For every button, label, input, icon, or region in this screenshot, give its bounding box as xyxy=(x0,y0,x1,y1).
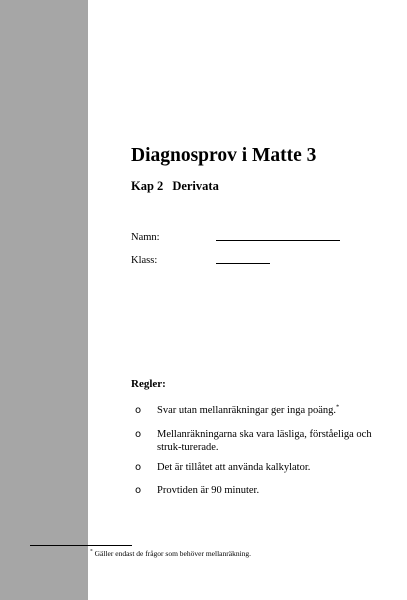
name-label: Namn: xyxy=(131,232,160,243)
name-field-line xyxy=(216,240,340,241)
bullet-marker: o xyxy=(135,485,142,496)
rule-text: Provtiden är 90 minuter. xyxy=(157,485,260,496)
rule-item xyxy=(131,428,401,454)
rule-item xyxy=(131,484,401,497)
rule-item xyxy=(131,404,401,417)
sidebar-band xyxy=(0,0,88,600)
rule-text: Mellanräkningarna ska vara läsliga, förståeliga och struk-turerade. xyxy=(157,429,372,453)
rule-text xyxy=(157,404,397,417)
rule-text-content: Svar utan mellanräkningar ger inga poäng. xyxy=(157,405,337,416)
class-field-line xyxy=(216,263,270,264)
chapter-heading xyxy=(131,180,219,193)
bullet-marker: o xyxy=(135,405,142,416)
rule-text: Det är tillåtet att använda kalkylator. xyxy=(157,462,311,473)
class-label: Klass: xyxy=(131,255,158,266)
footnote-divider xyxy=(30,545,132,546)
bullet-marker: o xyxy=(135,462,142,473)
footnote-mark: * xyxy=(90,548,93,555)
page-title: Diagnosprov i Matte 3 xyxy=(131,145,317,166)
footnote-text: Gäller endast de frågor som behöver mellanräkning. xyxy=(94,549,252,558)
rules-heading: Regler: xyxy=(131,378,166,390)
footnote-marker: * xyxy=(336,403,340,411)
bullet-marker: o xyxy=(135,429,142,440)
footnote xyxy=(90,550,251,558)
chapter-name: Derivata xyxy=(172,179,219,193)
chapter-number: Kap 2 xyxy=(131,179,164,193)
rule-item xyxy=(131,461,401,474)
